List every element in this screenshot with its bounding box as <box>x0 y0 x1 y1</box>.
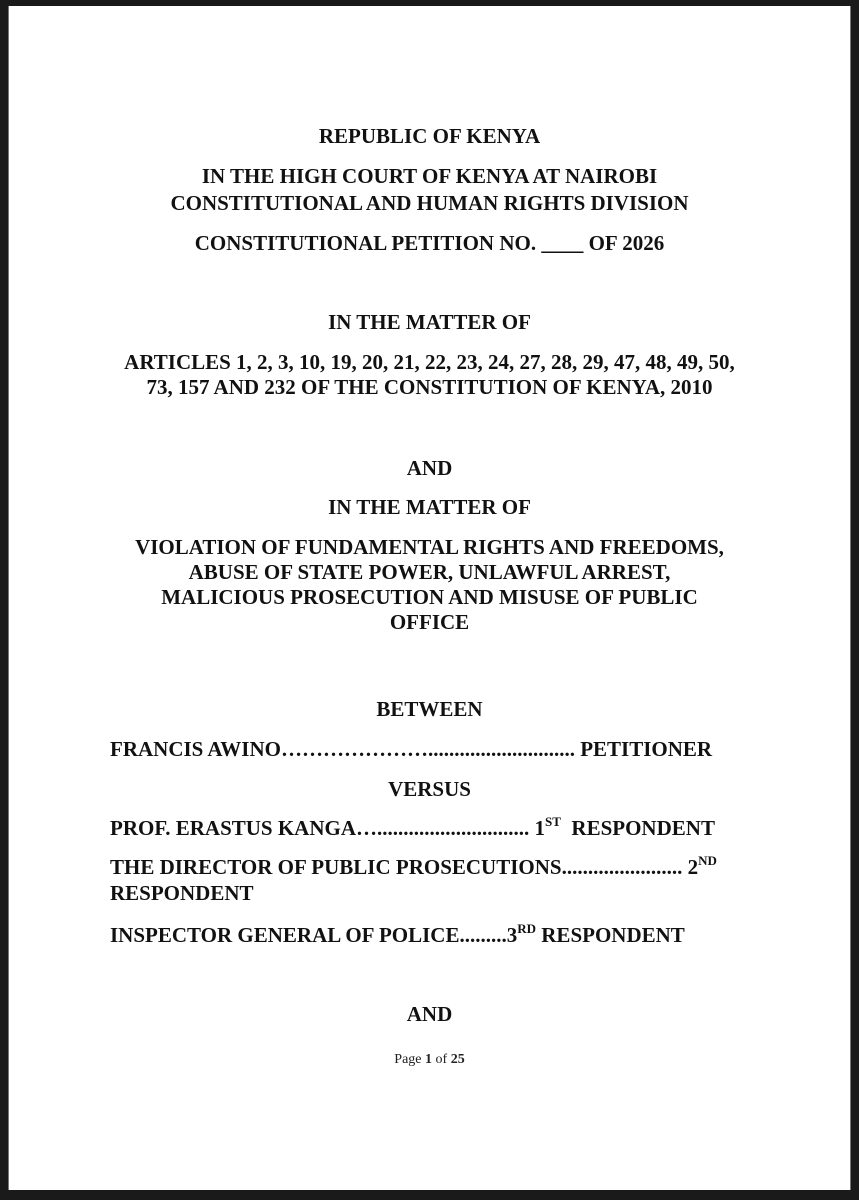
matter-articles <box>8 350 851 400</box>
page-left-border <box>8 6 9 1190</box>
page-word: Page <box>394 1052 422 1067</box>
header-court: IN THE HIGH COURT OF KENYA AT NAIROBI <box>201 164 658 188</box>
matter-subject-line: VIOLATION OF FUNDAMENTAL RIGHTS AND FREEDOMS, <box>135 535 724 559</box>
petitioner-name: FRANCIS AWINO <box>110 737 281 761</box>
petition-prefix: CONSTITUTIONAL PETITION NO. <box>194 231 537 255</box>
respondent-2-dots: ....................... <box>561 855 683 879</box>
page-right-border <box>850 6 851 1190</box>
and-separator: AND <box>406 456 453 480</box>
respondent-1-ordinal: 1 <box>534 816 546 840</box>
versus-heading: VERSUS <box>388 777 471 801</box>
page-total: 25 <box>450 1052 465 1067</box>
petitioner-line <box>110 736 770 762</box>
header-division: CONSTITUTIONAL AND HUMAN RIGHTS DIVISION <box>170 191 689 215</box>
petitioner-dots: …………………............................ <box>280 737 575 761</box>
respondent-1-name: PROF. ERASTUS KANGA <box>110 816 357 840</box>
matter-heading-1: IN THE MATTER OF <box>328 310 531 334</box>
page-number <box>8 1052 851 1068</box>
matter-articles-line: ARTICLES 1, 2, 3, 10, 19, 20, 21, 22, 23, 24, 27, 28, 29, 47, 48, 49, 50, <box>124 350 735 374</box>
matter-subject-line: OFFICE <box>389 610 470 634</box>
respondent-3-line <box>110 922 770 948</box>
page-current: 1 <box>425 1052 433 1067</box>
petition-number <box>8 230 851 256</box>
petition-year: OF 2026 <box>588 231 665 255</box>
respondent-1-role: RESPONDENT <box>571 816 715 840</box>
respondent-1-ordinal-suffix: ST <box>545 814 561 829</box>
petition-blank: ____ <box>541 231 584 255</box>
respondent-2-name: THE DIRECTOR OF PUBLIC PROSECUTIONS <box>110 855 562 879</box>
matter-articles-line: 73, 157 AND 232 OF THE CONSTITUTION OF KENYA, 2010 <box>146 375 713 399</box>
respondent-2-ordinal-suffix: ND <box>698 853 717 868</box>
respondent-2-role: RESPONDENT <box>110 881 254 905</box>
respondent-3-ordinal: 3 <box>506 923 518 947</box>
matter-subject <box>8 535 851 635</box>
matter-heading-2: IN THE MATTER OF <box>328 495 531 519</box>
respondent-3-ordinal-suffix: RD <box>517 921 537 936</box>
and-continuation: AND <box>406 1002 453 1026</box>
respondent-3-dots: ......... <box>459 923 507 947</box>
page-of-word: of <box>435 1052 448 1067</box>
document-page <box>8 6 851 1190</box>
matter-subject-line: ABUSE OF STATE POWER, UNLAWFUL ARREST, <box>188 560 671 584</box>
respondent-3-role: RESPONDENT <box>541 923 685 947</box>
respondent-1-dots: …............................. <box>356 816 530 840</box>
respondent-2-ordinal: 2 <box>687 855 699 879</box>
respondent-1-line <box>110 815 770 841</box>
respondent-3-name: INSPECTOR GENERAL OF POLICE <box>110 923 460 947</box>
respondent-2-line <box>110 854 770 906</box>
between-heading: BETWEEN <box>376 697 483 721</box>
matter-subject-line: MALICIOUS PROSECUTION AND MISUSE OF PUBLIC <box>161 585 698 609</box>
petitioner-role: PETITIONER <box>580 737 713 761</box>
header-republic: REPUBLIC OF KENYA <box>318 124 541 148</box>
